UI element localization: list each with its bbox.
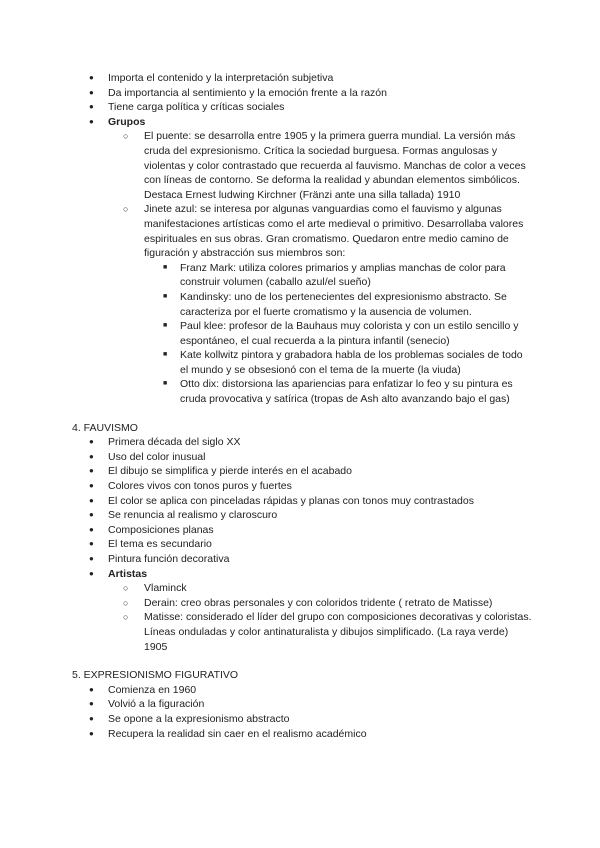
artists-item [108,567,532,655]
list-item: ● Pintura función decorativa [108,552,528,567]
member-item: ■ Kandinsky: uno de los pertenecientes del expresionismo abstracto. Se caracteriza por el fuerte cromatismo y la ausencia de volumen. [180,290,530,319]
member-item: ■ Franz Mark: utiliza colores primarios y amplias manchas de color para construir volumen (caballo azul/el sueño) [180,261,530,290]
jinete-azul-text: Jinete azul: se interesa por algunas vanguardias como el fauvismo y algunas manifestaciones artísticas como el arte medieval o primitivo. Desarrollaba valores espirituales en sus obras. Gran cromatismo. Quedaron entre medio camino de figuración y abstracción sus miembros son: [144,203,524,260]
members-list [180,261,530,407]
list-item: ● Tiene carga política y críticas sociales [108,100,528,115]
expresionismo-figurativo-section [0,668,600,741]
list-item: ● Composiciones planas [108,523,528,538]
expresionismo-figurativo-heading: 5. EXPRESIONISMO FIGURATIVO [72,669,239,682]
artists-label: Artistas [108,567,148,580]
groups-item [108,115,528,407]
group-el-puente: ○ El puente: se desarrolla entre 1905 y la primera guerra mundial. La versión más cruda del expresionismo. Crítica la sociedad burguesa. Formas angulosas y violentas y color contrastado que recuerda al fauvismo. Manchas de color a veces con líneas de contorno. Se deforma la realidad y abundan elementos simbólicos. Destaca Ernest ludwing Kirchner (Fränzi ante una silla tallada) 1910 [144,129,534,202]
artist-item: ○ Matisse: considerado el líder del grupo con composiciones decorativas y coloristas. Líneas onduladas y color antinaturalista y dibujos simplificado. (La raya verde) 1905 [144,610,534,654]
group-jinete-azul [144,202,534,406]
list-item: ● Se renuncia al realismo y claroscuro [108,508,528,523]
groups-label: Grupos [108,115,146,128]
member-item: ■ Kate kollwitz pintora y grabadora habla de los problemas sociales de todo el mundo y se obsesionó con el tema de la muerte (la viuda) [180,348,530,377]
expresionismo-section [0,0,600,407]
fauvismo-section [0,421,600,655]
list-item: ● El tema es secundario [108,537,528,552]
list-item: ● Volvió a la figuración [108,697,528,712]
list-item: ● Se opone a la expresionismo abstracto [108,712,528,727]
fauvismo-list [108,435,532,654]
list-item: ● El color se aplica con pinceladas rápidas y planas con tonos muy contrastados [108,494,528,509]
list-item: ● Comienza en 1960 [108,683,528,698]
list-item: ● Uso del color inusual [108,450,528,465]
list-item: ● Importa el contenido y la interpretación subjetiva [108,71,528,86]
artist-item: ○ Vlaminck [144,581,534,596]
artists-list [144,581,534,654]
list-item: ● Da importancia al sentimiento y la emoción frente a la razón [108,86,528,101]
member-item: ■ Otto dix: distorsiona las apariencias para enfatizar lo feo y su pintura es cruda provocativa y satírica (tropas de Ash alto avanzando bajo el gas) [180,377,530,406]
list-item: ● Colores vivos con tonos puros y fuertes [108,479,528,494]
member-item: ■ Paul klee: profesor de la Bauhaus muy colorista y con un estilo sencillo y espontáneo, el cual recuerda a la pintura infantil (senecio) [180,319,530,348]
expresionismo-figurativo-list [108,683,528,741]
list-item: ● El dibujo se simplifica y pierde interés en el acabado [108,464,528,479]
artist-item: ○ Derain: creo obras personales y con coloridos tridente ( retrato de Matisse) [144,596,534,611]
list-item: ● Recupera la realidad sin caer en el realismo académico [108,727,528,742]
expresionismo-list [108,71,528,407]
fauvismo-heading: 4. FAUVISMO [72,421,138,434]
list-item: ● Primera década del siglo XX [108,435,528,450]
groups-list [144,129,534,406]
